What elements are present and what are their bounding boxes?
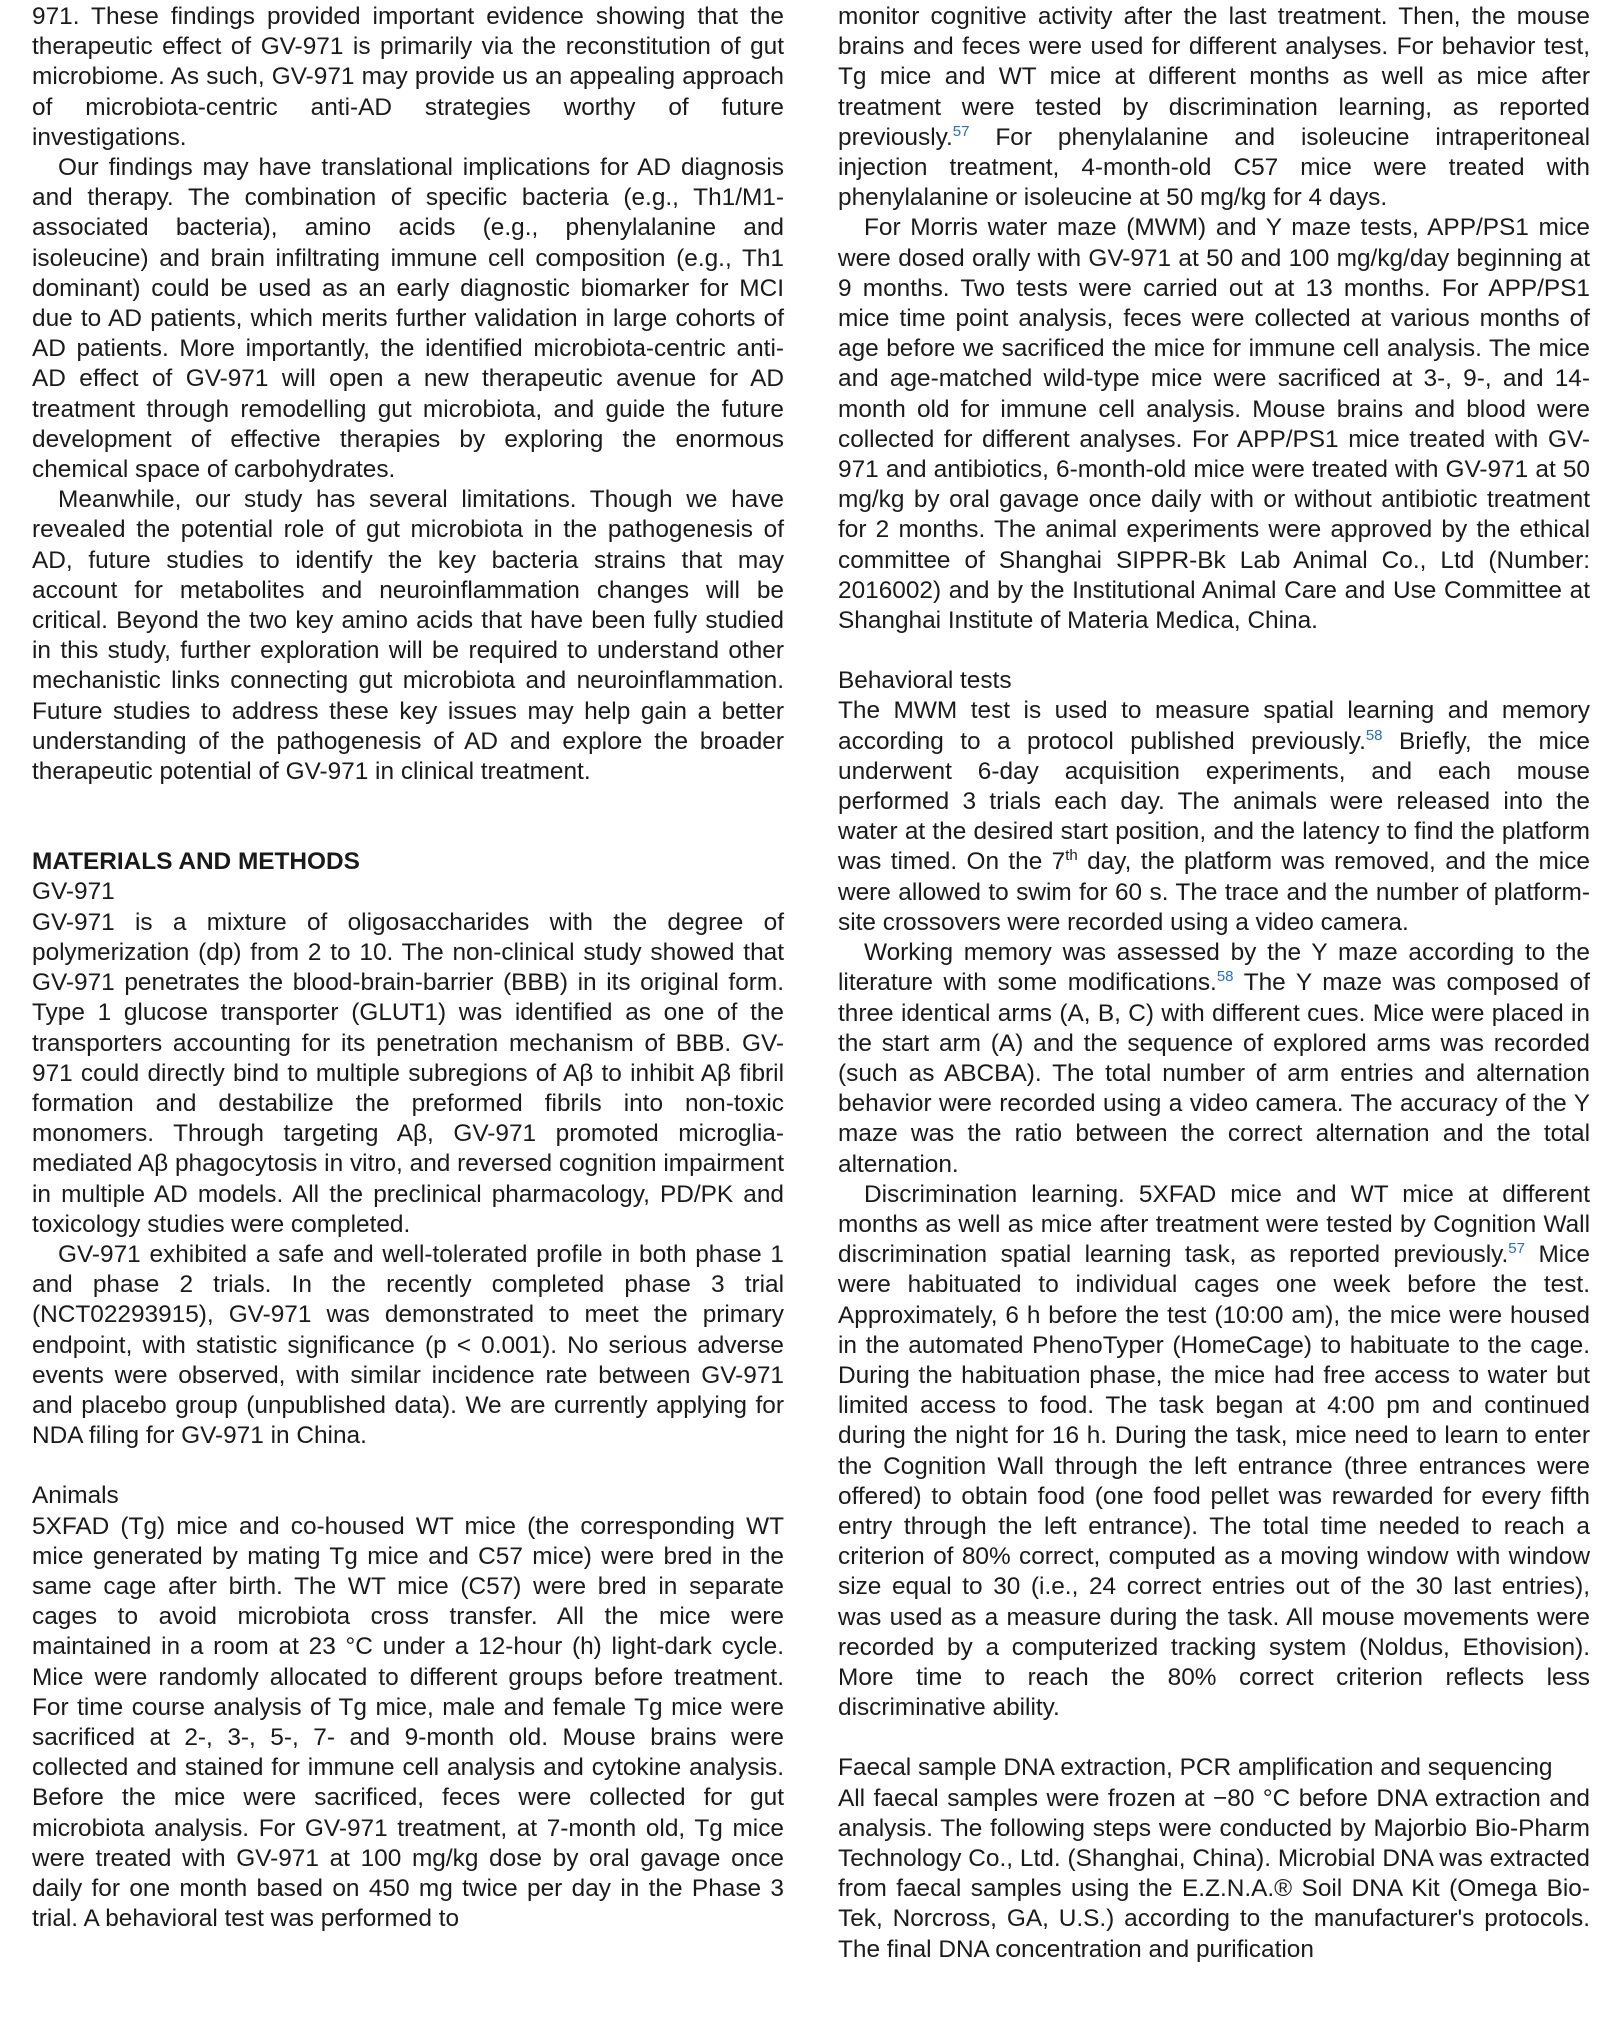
right-column (838, 2, 1590, 1965)
spacer (838, 1723, 1590, 1753)
text-run: The MWM test is used to measure spatial learning and memory according to a protocol published previously. (838, 697, 1590, 755)
paragraph: Meanwhile, our study has several limitations. Though we have revealed the potential role of gut microbiota in the pathogenesis of AD, future studies to identify the key bacteria strains that may account for metabolites and neuroinflammation changes will be critical. Beyond the two key amino acids that have been fully studied in this study, further exploration will be required to understand other mechanistic links connecting gut microbiota and neuroinflammation. Future studies to address these key issues may help gain a better understanding of the pathogenesis of AD and explore the broader therapeutic potential of GV-971 in clinical treatment. (32, 486, 784, 786)
text-run: Working memory was assessed by the Y maze according to the literature with some modifications. (838, 939, 1590, 997)
text-run: For phenylalanine and isoleucine intraperitoneal injection treatment, 4-month-old C57 mice were treated with phenylalanine or isoleucine at 50 mg/kg for 4 days. (838, 123, 1590, 212)
spacer (32, 787, 784, 847)
paragraph: GV-971 exhibited a safe and well-tolerated profile in both phase 1 and phase 2 trials. In the recently completed phase 3 trial (NCT02293915), GV-971 was demonstrated to meet the primary endpoint, with statistic significance (p < 0.001). No serious adverse events were observed, with similar incidence rate between GV-971 and placebo group (unpublished data). We are currently applying for NDA filing for GV-971 in China. (32, 1240, 784, 1450)
spacer (32, 1451, 784, 1481)
citation-link[interactable]: 58 (1216, 968, 1234, 986)
paragraph: All faecal samples were frozen at −80 °C before DNA extraction and analysis. The following steps were conducted by Majorbio Bio-Pharm Technology Co., Ltd. (Shanghai, China). Microbial DNA was extracted from faecal samples using the E.Z.N.A.® Soil DNA Kit (Omega Bio-Tek, Norcross, GA, U.S.) according to the manufacturer's protocols. The final DNA concentration and purification (838, 1784, 1590, 1963)
text-run: day, the platform was removed, and the mice were allowed to swim for 60 s. The trace and the number of platform-site crossovers were recorded using a video camera. (838, 848, 1590, 936)
subsection-heading: Animals (32, 1482, 119, 1510)
paragraph (838, 696, 1590, 938)
paragraph: Our findings may have translational implications for AD diagnosis and therapy. The combination of specific bacteria (e.g., Th1/M1-associated bacteria), amino acids (e.g., phenylalanine and isoleucine) and brain infiltrating immune cell composition (e.g., Th1 dominant) could be used as an early diagnostic biomarker for MCI due to AD patients, which merits further validation in large cohorts of AD patients. More importantly, the identified microbiota-centric anti-AD effect of GV-971 will open a new therapeutic avenue for AD treatment through remodelling gut microbiota, and guide the future development of effective therapies by exploring the enormous chemical space of carbohydrates. (32, 154, 784, 484)
paragraph: 5XFAD (Tg) mice and co-housed WT mice (the corresponding WT mice generated by mating Tg mice and C57 mice) were bred in the same cage after birth. The WT mice (C57) were bred in separate cages to avoid microbiota cross transfer. All the mice were maintained in a room at 23 °C under a 12-hour (h) light-dark cycle. Mice were randomly allocated to different groups before treatment. For time course analysis of Tg mice, male and female Tg mice were sacrificed at 2-, 3-, 5-, 7- and 9-month old. Mouse brains were collected and stained for immune cell analysis and cytokine analysis. Before the mice were sacrificed, feces were collected for gut microbiota analysis. For GV-971 treatment, at 7-month old, Tg mice were treated with GV-971 at 100 mg/kg dose by oral gavage once daily for one month based on 450 mg twice per day in the Phase 3 trial. A behavioral test was performed to (32, 1512, 784, 1933)
paragraph: GV-971 is a mixture of oligosaccharides with the degree of polymerization (dp) from 2 to 10. The non-clinical study showed that GV-971 penetrates the blood-brain-barrier (BBB) in its original form. Type 1 glucose transporter (GLUT1) was identified as one of the transporters accounting for its penetration mechanism of BBB. GV-971 could directly bind to multiple subregions of Aβ to inhibit Aβ fibril formation and destabilize the preformed fibrils into non-toxic monomers. Through targeting Aβ, GV-971 promoted microglia-mediated Aβ phagocytosis in vitro, and reversed cognition impairment in multiple AD models. All the preclinical pharmacology, PD/PK and toxicology studies were completed. (32, 908, 784, 1238)
paragraph (838, 2, 1590, 213)
citation-link[interactable]: 57 (1508, 1240, 1525, 1257)
left-column (32, 2, 784, 1934)
text-run: Mice were habituated to individual cages one week before the test. Approximately, 6 h before the test (10:00 am), the mice were housed in the automated PhenoTyper (HomeCage) to habituate to the cage. During the habituation phase, the mice had free access to water but limited access to food. The task began at 4:00 pm and continued during the night for 16 h. During the task, mice need to learn to enter the Cognition Wall through the left entrance (three entrances were offered) to obtain food (one food pellet was rewarded for every fifth entry through the left entrance). The total time needed to reach a criterion of 80% correct, computed as a moving window with window size equal to 30 (i.e., 24 correct entries out of the 30 last entries), was used as a measure during the task. All mouse movements were recorded by a computerized tracking system (Noldus, Ethovision). More time to reach the 80% correct criterion reflects less discriminative ability. (838, 1241, 1590, 1722)
citation-link[interactable]: 57 (952, 122, 970, 140)
paragraph: For Morris water maze (MWM) and Y maze tests, APP/PS1 mice were dosed orally with GV-971 at 50 and 100 mg/kg/day beginning at 9 months. Two tests were carried out at 13 months. For APP/PS1 mice time point analysis, feces were collected at various months of age before we sacrificed the mice for immune cell analysis. The mice and age-matched wild-type mice were sacrificed at 3-, 9-, and 14-month old for immune cell analysis. Mouse brains and blood were collected for different analyses. For APP/PS1 mice treated with GV-971 and antibiotics, 6-month-old mice were treated with GV-971 at 50 mg/kg by oral gavage once daily with or without antibiotic treatment for 2 months. The animal experiments were approved by the ethical committee of Shanghai SIPPR-Bk Lab Animal Co., Ltd (Number: 2016002) and by the Institutional Animal Care and Use Committee at Shanghai Institute of Materia Medica, China. (838, 214, 1590, 635)
ordinal-suffix: th (1065, 847, 1078, 865)
text-run: monitor cognitive activity after the last treatment. Then, the mouse brains and feces were used for different analyses. For behavior test, Tg mice and WT mice at different months as well as mice after treatment were tested by discrimination learning, as reported previously. (838, 3, 1590, 151)
paragraph (838, 938, 1590, 1180)
paragraph: 971. These findings provided important evidence showing that the therapeutic effect of GV-971 is primarily via the reconstitution of gut microbiome. As such, GV-971 may provide us an appealing approach of microbiota-centric anti-AD strategies worthy of future investigations. (32, 3, 784, 151)
text-run: Discrimination learning. 5XFAD mice and WT mice at different months as well as mice after treatment were tested by Cognition Wall discrimination spatial learning task, as reported previously. (838, 1180, 1590, 1269)
spacer (838, 636, 1590, 666)
subsection-heading: Behavioral tests (838, 667, 1012, 695)
subsection-heading: Faecal sample DNA extraction, PCR amplification and sequencing (838, 1754, 1553, 1782)
text-run: The Y maze was composed of three identical arms (A, B, C) with different cues. Mice were placed in the start arm (A) and the sequence of explored arms was recorded (such as ABCBA). The total number of arm entries and alternation behavior were recorded using a video camera. The accuracy of the Y maze was the ratio between the correct alternation and the total alternation. (838, 969, 1590, 1178)
subsection-heading: GV-971 (32, 878, 115, 906)
paragraph (838, 1180, 1590, 1724)
citation-link[interactable]: 58 (1365, 726, 1383, 744)
section-heading: MATERIALS AND METHODS (32, 848, 360, 876)
text-run: Briefly, the mice underwent 6-day acquisition experiments, and each mouse performed 3 trials each day. The animals were released into the water at the desired start position, and the latency to find the platform was timed. On the 7 (838, 727, 1590, 876)
